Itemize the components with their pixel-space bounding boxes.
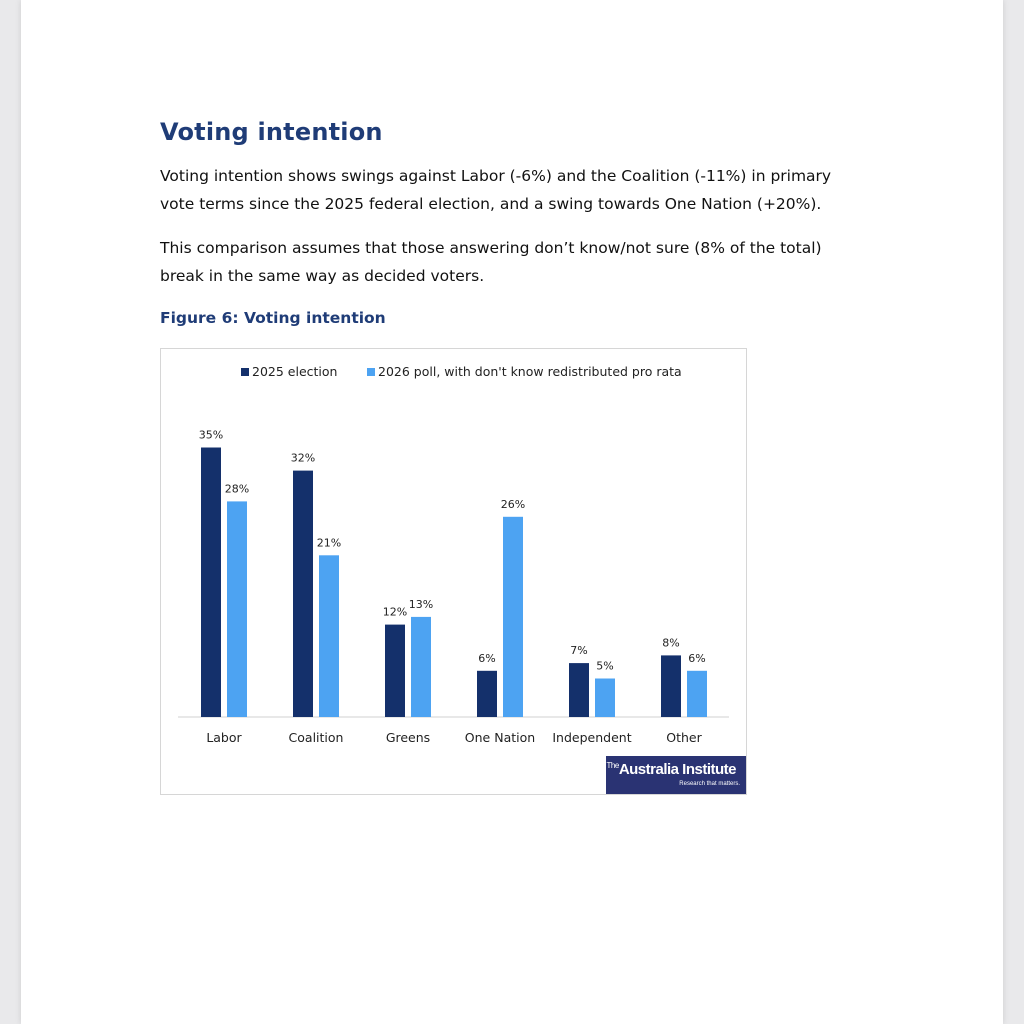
- category-label: Greens: [385, 730, 431, 745]
- category-label: Other: [666, 730, 702, 745]
- logo-tagline: Research that matters.: [679, 781, 740, 787]
- data-label: 12%: [382, 605, 408, 619]
- category-label: Labor: [206, 730, 242, 745]
- bar: [687, 671, 707, 717]
- bar: [227, 501, 247, 717]
- figure-caption: Figure 6: Voting intention: [160, 309, 386, 327]
- data-label: 35%: [198, 428, 224, 442]
- chart-container: [160, 348, 747, 795]
- category-label: Independent: [552, 730, 632, 745]
- legend-label: 2025 election: [252, 364, 338, 379]
- data-label: 13%: [408, 597, 434, 611]
- legend-label: 2026 poll, with don't know redistributed pro rata: [378, 364, 682, 379]
- bar: [385, 625, 405, 717]
- bar: [293, 471, 313, 717]
- category-label: Coalition: [288, 730, 344, 745]
- logo-prefix: The: [606, 761, 619, 770]
- bar: [319, 555, 339, 717]
- bar: [595, 679, 615, 718]
- paragraph-assumption: This comparison assumes that those answering don’t know/not sure (8% of the total) break in the same way as decided voters.: [160, 239, 822, 285]
- paragraph-swings: Voting intention shows swings against Labor (-6%) and the Coalition (-11%) in primary vote terms since the 2025 federal election, and a swing towards One Nation (+20%).: [160, 167, 832, 213]
- bar: [477, 671, 497, 717]
- data-label: 26%: [500, 497, 526, 511]
- data-label: 8%: [662, 636, 680, 650]
- document-page: [21, 0, 1003, 1024]
- data-label: 7%: [570, 644, 588, 658]
- bar: [201, 448, 221, 718]
- bar: [503, 517, 523, 717]
- data-label: 5%: [596, 659, 614, 673]
- section-heading: Voting intention: [160, 118, 383, 146]
- logo-text: [607, 761, 736, 778]
- category-label: One Nation: [464, 730, 536, 745]
- data-label: 21%: [316, 536, 342, 550]
- legend-swatch: [241, 368, 249, 376]
- logo-main-text: Australia Institute: [618, 761, 736, 778]
- data-label: 6%: [478, 651, 496, 665]
- bar-chart: [161, 349, 746, 794]
- data-label: 28%: [224, 482, 250, 496]
- bar: [661, 655, 681, 717]
- australia-institute-logo: [606, 756, 746, 794]
- data-label: 6%: [688, 651, 706, 665]
- bar: [411, 617, 431, 717]
- bar: [569, 663, 589, 717]
- legend-swatch: [367, 368, 375, 376]
- data-label: 32%: [290, 451, 316, 465]
